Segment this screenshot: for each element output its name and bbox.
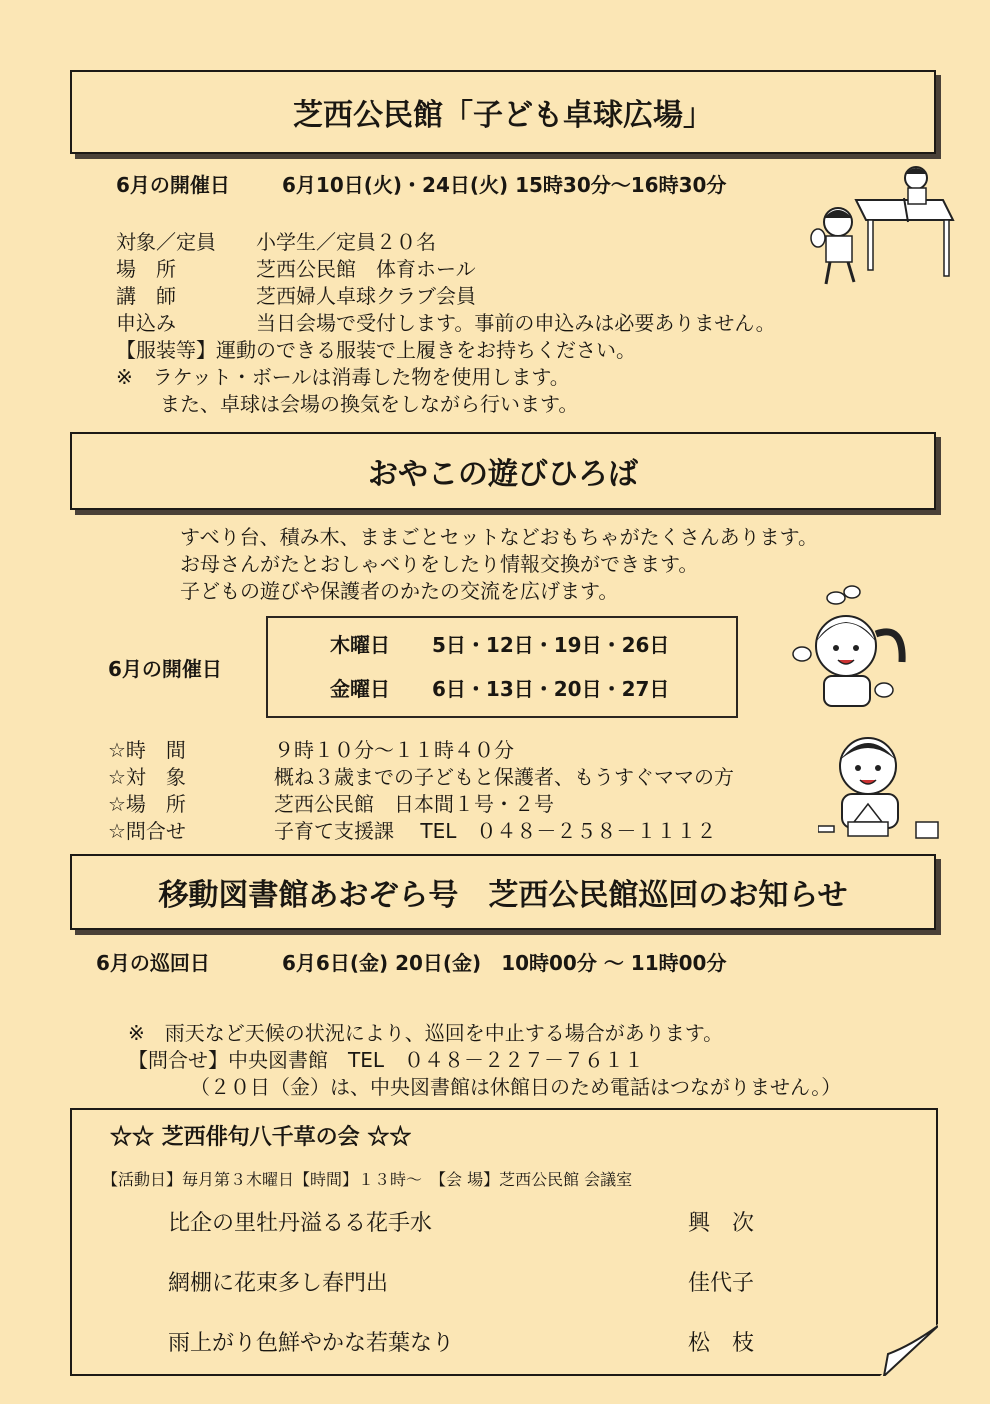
- detail-key: ☆場 所: [108, 792, 186, 816]
- library-date-label: 6月の巡回日: [96, 951, 210, 975]
- detail-key: ☆問合せ: [108, 819, 186, 843]
- info-value: 当日会場で受付します。事前の申込みは必要ありません。: [256, 311, 776, 335]
- haiku-author: 松 枝: [688, 1331, 755, 1356]
- child-blocks-illustration: [818, 726, 948, 846]
- detail-value: 子育て支援課 TEL ０４８－２５８－１１１２: [274, 819, 717, 843]
- event-date-value: 6月10日(火)・24日(火) 15時30分～16時30分: [282, 173, 727, 197]
- girl-juggling-illustration: [784, 584, 934, 714]
- haiku-club-title: ☆☆ 芝西俳句八千草の会 ☆☆: [110, 1124, 412, 1150]
- schedule-day-thursday: 木曜日: [330, 633, 390, 657]
- table-tennis-illustration: [808, 160, 958, 290]
- detail-key: ☆対 象: [108, 765, 186, 789]
- intro-line-1: すべり台、積み木、ままごとセットなどおもちゃがたくさんあります。: [180, 525, 818, 549]
- info-key: 対象／定員: [116, 230, 216, 254]
- ventilation-note: また、卓球は会場の換気をしながら行います。: [160, 392, 579, 416]
- event-date-label: 6月の開催日: [116, 173, 230, 197]
- schedule-label: 6月の開催日: [108, 657, 222, 681]
- library-contact: 【問合せ】中央図書館 TEL ０４８－２２７－７６１１: [128, 1048, 644, 1072]
- detail-key: ☆時 間: [108, 738, 186, 762]
- library-weather-note: ※ 雨天など天候の状況により、巡回を中止する場合があります。: [128, 1021, 724, 1045]
- page-curl-corner: [880, 1324, 938, 1376]
- haiku-text: 比企の里牡丹溢るる花手水: [168, 1211, 433, 1236]
- schedule-day-friday: 金曜日: [330, 677, 390, 701]
- library-date-value: 6月6日(金) 20日(金) 10時00分 ～ 11時00分: [282, 951, 727, 975]
- section-title-mobile-library: [70, 854, 936, 930]
- detail-value: 芝西公民館 日本間１号・２号: [274, 792, 554, 816]
- schedule-dates-thursday: 5日・12日・19日・26日: [432, 633, 670, 657]
- haiku-club-box: [70, 1108, 938, 1376]
- haiku-club-info: 【活動日】毎月第３木曜日【時間】１３時～ 【会 場】芝西公民館 会議室: [102, 1170, 633, 1189]
- haiku-text: 網棚に花束多し春門出: [168, 1271, 389, 1296]
- section-title-text: おやこの遊びひろば: [368, 457, 638, 492]
- section-title-text: 芝西公民館「子ども卓球広場」: [293, 98, 713, 133]
- info-key: 場 所: [116, 257, 176, 281]
- schedule-box: [266, 616, 738, 718]
- library-closed-note: （２０日（金）は、中央図書館は休館日のため電話はつながりません。）: [190, 1075, 842, 1099]
- haiku-author: 興 次: [688, 1211, 755, 1236]
- detail-value: 概ね３歳までの子どもと保護者、もうすぐママの方: [274, 765, 734, 789]
- section-title-text: 移動図書館あおぞら号 芝西公民館巡回のお知らせ: [158, 878, 848, 913]
- haiku-text: 雨上がり色鮮やかな若葉なり: [168, 1331, 455, 1356]
- info-value: 芝西婦人卓球クラブ会員: [256, 284, 476, 308]
- detail-value: ９時１０分～１１時４０分: [274, 738, 514, 762]
- info-value: 小学生／定員２０名: [256, 230, 436, 254]
- schedule-dates-friday: 6日・13日・20日・27日: [432, 677, 670, 701]
- equipment-note: ※ ラケット・ボールは消毒した物を使用します。: [116, 365, 570, 389]
- intro-line-3: 子どもの遊びや保護者のかたの交流を広げます。: [180, 579, 619, 603]
- clothing-note: 【服装等】運動のできる服装で上履きをお持ちください。: [116, 338, 636, 362]
- haiku-author: 佳代子: [688, 1271, 755, 1296]
- section-title-table-tennis: [70, 70, 936, 154]
- section-title-play-area: [70, 432, 936, 510]
- info-value: 芝西公民館 体育ホール: [256, 257, 476, 281]
- info-key: 申込み: [116, 311, 176, 335]
- intro-line-2: お母さんがたとおしゃべりをしたり情報交換ができます。: [180, 552, 699, 576]
- info-key: 講 師: [116, 284, 176, 308]
